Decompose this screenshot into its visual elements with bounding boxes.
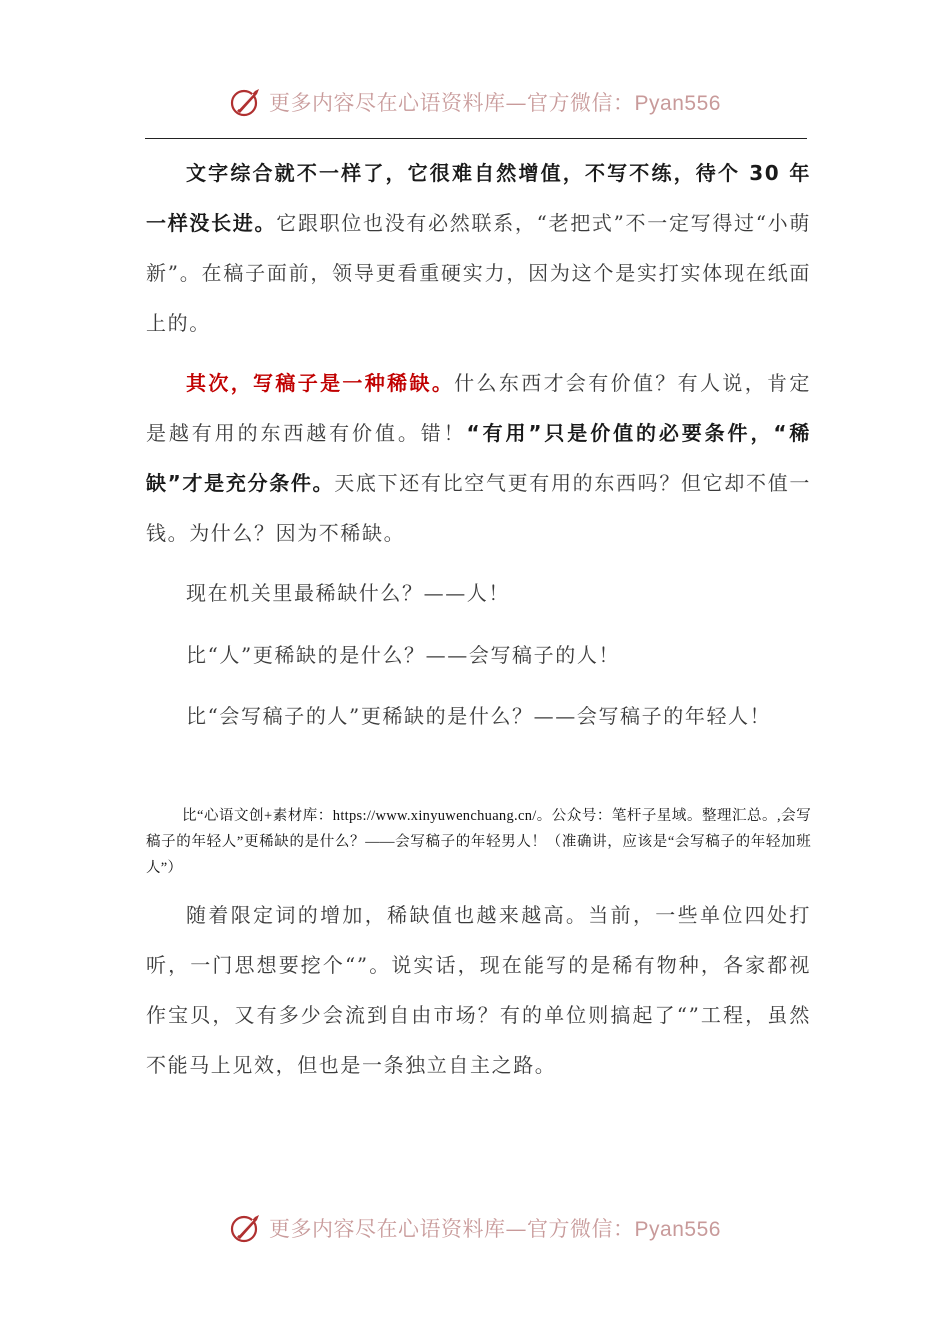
line-3: 比“会写稿子的人”更稀缺的是什么？——会写稿子的年轻人！ bbox=[186, 704, 772, 728]
line-1: 现在机关里最稀缺什么？——人！ bbox=[186, 581, 510, 605]
header-banner-text: 更多内容尽在心语资料库—官方微信：Pyan556 bbox=[269, 91, 721, 115]
paragraph-3: 随着限定词的增加，稀缺值也越来越高。当前，一些单位四处打听，一门思想要挖个“”。说实话，现在能写的是稀有物种，各家都视作宝贝，又有多少会流到自由市场？有的单位则搞起了“”工程，虽然不能马上见效，但也是一条独立自主之路。 bbox=[146, 903, 811, 1077]
quill-logo-icon bbox=[229, 1211, 263, 1245]
paragraph-2: 其次，写稿子是一种稀缺。什么东西才会有价值？有人说，肯定是越有用的东西越有价值。错！“有用”只是价值的必要条件，“稀缺”才是充分条件。天底下还有比空气更有用的东西吗？但它却不值一钱。为什么？因为不稀缺。 bbox=[146, 371, 812, 545]
paragraph-1: 文字综合就不一样了，它很难自然增值，不写不练，待个 30 年一样没长进。它跟职位也没有必然联系，“老把式”不一定写得过“小萌新”。在稿子面前，领导更看重硬实力，因为这个是实打实体现在纸面上的。 bbox=[146, 161, 811, 335]
quill-logo-icon bbox=[229, 85, 263, 119]
header-divider bbox=[145, 138, 807, 139]
small-note: 比“心语文创+素材库：https://www.xinyuwenchuang.cn/。公众号：笔杆子星域。整理汇总。,会写稿子的年轻人”更稀缺的是什么？——会写稿子的年轻男人！（准确讲，应该是“会写稿子的年轻加班人”） bbox=[146, 808, 811, 876]
footer-banner-text: 更多内容尽在心语资料库—官方微信：Pyan556 bbox=[269, 1217, 721, 1241]
footer-banner bbox=[0, 1208, 950, 1248]
header-banner bbox=[0, 82, 950, 122]
line-2: 比“人”更稀缺的是什么？——会写稿子的人！ bbox=[186, 643, 621, 667]
